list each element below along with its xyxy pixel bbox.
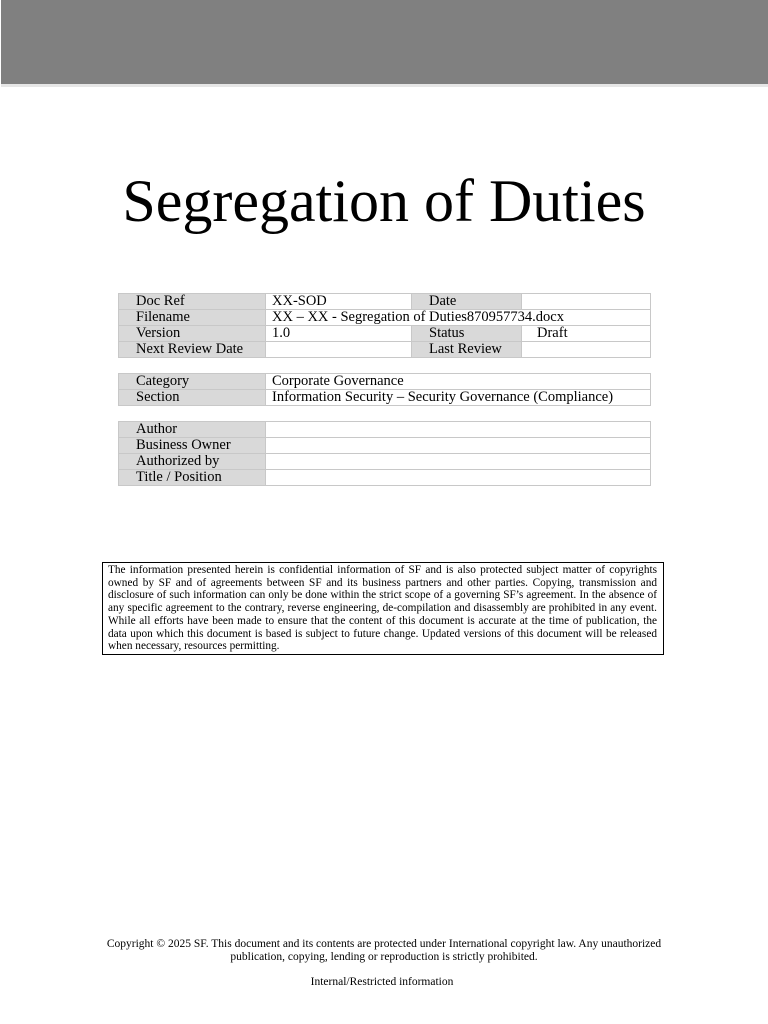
filename-value: XX – XX - Segregation of Duties870957734.docx <box>266 310 651 326</box>
version-value: 1.0 <box>266 326 412 342</box>
authorized-by-label: Authorized by <box>119 454 266 470</box>
table-row <box>119 470 651 486</box>
table-row <box>119 390 651 406</box>
next-review-date-label: Next Review Date <box>119 342 266 358</box>
last-review-value <box>522 342 651 358</box>
table-row <box>119 374 651 390</box>
confidentiality-notice: The information presented herein is confidential information of SF and is also protected subject matter of copyrights owned by SF and of agreements between SF and its business partners and other parties. Copying, transmission and disclosure of such information can only be done within the strict scope of a governing SF’s agreement. In the absence of any specific agreement to the contrary, reverse engineering, de-compilation and disassembly are prohibited in any event. While all efforts have been made to ensure that the content of this document is accurate at the time of publication, the data upon which this document is based is subject to future change. Updated versions of this document will be released when necessary, resources permitting. <box>102 562 664 655</box>
classification-label: Internal/Restricted information <box>310 976 454 988</box>
header-band <box>1 0 768 84</box>
document-info-table <box>118 293 651 358</box>
table-row <box>119 294 651 310</box>
category-value: Corporate Governance <box>266 374 651 390</box>
ownership-table <box>118 421 651 486</box>
table-row <box>119 326 651 342</box>
status-label: Status <box>412 326 522 342</box>
status-value: Draft <box>522 326 651 342</box>
category-label: Category <box>119 374 266 390</box>
table-row <box>119 342 651 358</box>
document-title: Segregation of Duties <box>122 168 646 234</box>
header-band-underline <box>1 84 768 87</box>
title-position-value <box>266 470 651 486</box>
business-owner-label: Business Owner <box>119 438 266 454</box>
author-value <box>266 422 651 438</box>
classification-table <box>118 373 651 406</box>
version-label: Version <box>119 326 266 342</box>
authorized-by-value <box>266 454 651 470</box>
filename-label: Filename <box>119 310 266 326</box>
doc-ref-value: XX-SOD <box>266 294 412 310</box>
table-row <box>119 438 651 454</box>
title-position-label: Title / Position <box>119 470 266 486</box>
doc-ref-label: Doc Ref <box>119 294 266 310</box>
table-row <box>119 454 651 470</box>
last-review-label: Last Review <box>412 342 522 358</box>
copyright-notice: Copyright © 2025 SF. This document and its contents are protected under International copyright law. Any unauthorized publication, copying, lending or reproduction is strictly prohibited. <box>106 938 662 963</box>
section-value: Information Security – Security Governance (Compliance) <box>266 390 651 406</box>
next-review-date-value <box>266 342 412 358</box>
table-row <box>119 310 651 326</box>
table-row <box>119 422 651 438</box>
section-label: Section <box>119 390 266 406</box>
date-label: Date <box>412 294 522 310</box>
author-label: Author <box>119 422 266 438</box>
date-value <box>522 294 651 310</box>
business-owner-value <box>266 438 651 454</box>
